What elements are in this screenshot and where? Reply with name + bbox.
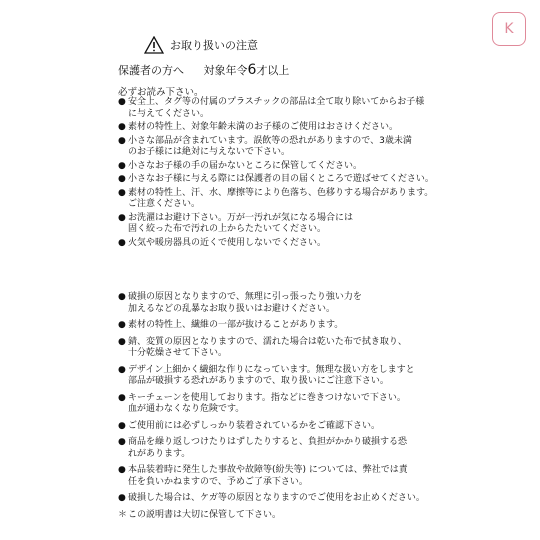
page-title: お取り扱いの注意 <box>170 39 258 52</box>
age-label: 対象年令 <box>203 64 248 77</box>
bullet-mark: ● <box>118 320 126 330</box>
item-text: 安全上、タグ等の付属のプラスチックの部品は全て取り除いてからお子様 に与えてください。 <box>128 97 425 119</box>
item-text: 小さなお子様の手の届かないところに保管してください。 <box>128 160 363 171</box>
bullet-mark: ● <box>118 212 126 223</box>
title-row <box>144 36 258 54</box>
item-text: キーチェーンを使用しております。指などに巻きつけないで下さい。 血が通わなくなり危険です。 <box>128 392 406 414</box>
bullet-mark: ● <box>118 465 126 475</box>
age-number: 6 <box>247 62 257 78</box>
item-text: ご使用前には必ずしっかり装着されているかをご確認下さい。 <box>128 420 381 431</box>
item-text: 火気や暖房器具の近くで使用しないでください。 <box>128 237 327 248</box>
item-text: 素材の特性上、汗、水、摩擦等により色落ち、色移りする場合があります。 ご注意ください。 <box>128 187 434 209</box>
list-item <box>118 393 448 416</box>
bullet-mark: ● <box>118 392 126 403</box>
item-text: 小さな部品が含まれています。誤飲等の恐れがありますので、3歳未満 のお子様には絶対に与えないで下さい。 <box>128 135 412 157</box>
bullet-mark: ● <box>118 493 126 503</box>
bullet-mark: ● <box>118 97 126 107</box>
item-text: お洗濯はお避け下さい。万が一汚れが気になる場合には 固く絞った布で汚れの上からたたいてください。 <box>128 212 354 234</box>
list-item <box>118 421 448 433</box>
age-suffix: 才以上 <box>256 64 290 77</box>
list-item <box>118 213 448 236</box>
bullet-mark: ● <box>118 187 126 198</box>
warning-icon <box>144 36 164 54</box>
item-text: 商品を繰り返しつけたりはずしたりすると、負担がかかり破損する恐 れがあります。 <box>128 437 408 459</box>
item-text: 破損の原因となりますので、無理に引っ張ったり強い力を 加えるなどの乱暴なお取り扱いはお避けください。 <box>128 292 362 314</box>
badge-letter: K <box>504 21 514 37</box>
bullet-mark: ● <box>118 292 126 302</box>
list-item <box>118 365 448 388</box>
caution-list-2 <box>118 292 448 526</box>
list-item <box>118 97 448 120</box>
item-text: 錆、変質の原因となりますので、濡れた場合は乾いた布で拭き取り、 十分乾燥させて下さい。 <box>128 336 407 358</box>
list-item <box>118 493 448 505</box>
intro-text: 必ずお読み下さい。 <box>118 87 204 98</box>
audience-prefix: 保護者の方へ <box>118 64 184 77</box>
bullet-mark: ● <box>118 160 126 171</box>
bullet-mark: ● <box>118 122 126 132</box>
k-badge-icon <box>492 12 526 46</box>
list-item <box>118 292 448 315</box>
list-item <box>118 122 448 134</box>
bullet-mark: ＊ <box>118 509 128 520</box>
item-text: デザイン上細かく繊細な作りになっています。無理な扱い方をしますと 部品が破損する恐れがありますので、取り扱いにご注意下さい。 <box>128 364 415 386</box>
list-item <box>118 320 448 332</box>
bullet-mark: ● <box>118 336 126 347</box>
bullet-mark: ● <box>118 174 126 184</box>
bullet-mark: ● <box>118 437 126 447</box>
list-item <box>118 188 448 211</box>
list-item <box>118 238 448 250</box>
list-item <box>118 161 448 173</box>
bullet-mark: ● <box>118 420 126 431</box>
bullet-mark: ● <box>118 237 126 248</box>
caution-list-1 <box>118 97 448 251</box>
list-item <box>118 437 448 460</box>
item-text: 素材の特性上、繊維の一部が抜けることがあります。 <box>128 320 344 330</box>
list-item <box>118 465 448 488</box>
item-text: この説明書は大切に保管して下さい。 <box>128 509 282 520</box>
list-item <box>118 510 448 522</box>
audience-line <box>118 62 289 78</box>
bullet-mark: ● <box>118 135 126 146</box>
list-item <box>118 174 448 186</box>
item-text: 本品装着時に発生した事故や故障等(紛失等) については、弊社では責 任を負いかねますので、予めご了承下さい。 <box>128 465 408 487</box>
list-item <box>118 136 448 159</box>
bullet-mark: ● <box>118 364 126 375</box>
item-text: 破損した場合は、ケガ等の原因となりますのでご使用をお止めください。 <box>128 493 425 503</box>
item-text: 小さなお子様に与える際には保護者の目の届くところで遊ばせてください。 <box>128 174 434 184</box>
list-item <box>118 337 448 360</box>
item-text: 素材の特性上、対象年齢未満のお子様のご使用はおさけください。 <box>128 122 399 132</box>
